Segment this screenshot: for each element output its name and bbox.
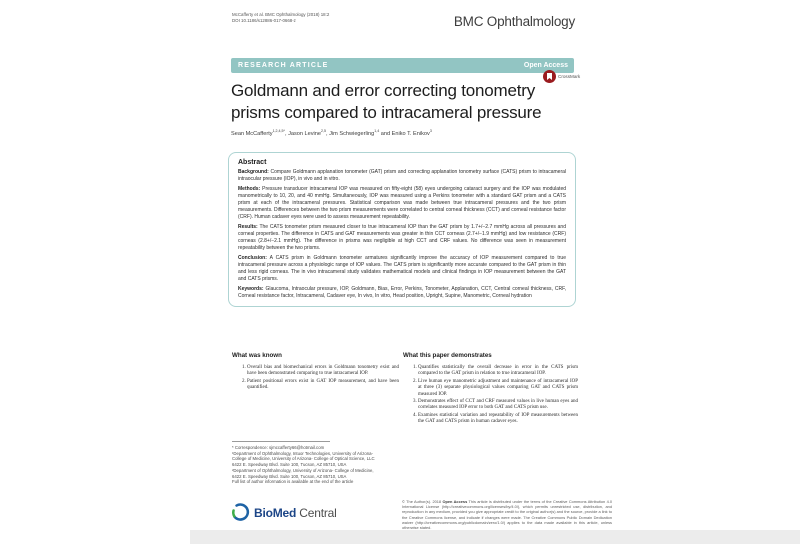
known-heading: What was known (232, 352, 282, 359)
license-text: © The Author(s). 2018 Open Access This article is distributed under the terms of the Creative Commons Attribution 4.0 International License (http://creativecommons.org/licenses/by/4.0/), which permits unrestricted use, distribution, and reproduction in any medium, provided you give appropriate credit to the original author(s) and the source, provide a link to the Creative Commons license, and indicate if changes were made. The Creative Commons Public Domain Dedication waiver (http://creativecommons.org/publicdomain/zero/1.0/) applies to the data made available in this article, unless otherwise stated. (402, 499, 612, 531)
crossmark-label: CrossMark (558, 74, 581, 79)
demonstrates-list (405, 365, 578, 427)
known-list (234, 365, 399, 393)
biomed-swoosh-icon (231, 503, 250, 522)
demonstrates-item: 2. Live human eye manometric adjustment and maintenance of intracameral IOP at three (3) separate physiological values comparing GAT and CATS prism measured IOP. (418, 379, 578, 398)
affiliation-line: 6422 E. Speedway Blvd. Suite 100, Tucson, AZ 85710, USA (232, 473, 347, 479)
journal-name: BMC Ophthalmology (453, 14, 575, 29)
abstract-box (228, 152, 576, 307)
page-title: Goldmann and error correcting tonometry prisms compared to intracameral pressure (231, 81, 542, 122)
citation-line1: McCafferty et al. BMC Ophthalmology (2018) 18:2 (232, 12, 330, 17)
author: Jim Schwiegerling (329, 130, 375, 137)
author: Eniko T. Enikov (391, 130, 430, 137)
correspondence-email-link[interactable]: * Correspondence: sjmccafferty66@hotmail.com (232, 445, 325, 450)
demonstrates-item: 4. Examines statistical variation and repeatability of IOP measurements between the GAT and CATS prism in human cadaver eyes. (418, 413, 578, 426)
biomed-central-logo (231, 503, 337, 522)
affiliation-line: Full list of author information is available at the end of the article (232, 479, 354, 485)
citation-block (232, 12, 329, 24)
article-type-label: RESEARCH ARTICLE (238, 62, 329, 69)
demonstrates-item: 3. Demonstrates effect of CCT and CRF measured values in live human eyes and correlates measured IOP error to both GAT and CATS prism use. (418, 399, 578, 412)
demonstrates-item: 1. Quantifies statistically the overall decrease in error in the CATS prism compared to the GAT prism in relation to true intracameral IOP. (418, 365, 578, 378)
open-access-badge: Open Access (523, 62, 568, 69)
known-item: 1. Overall bias and biomechanical errors in Goldmann tonometry exist and have been demonstrated comparing to true intracameral IOP. (247, 365, 399, 378)
author-list: Sean McCafferty$^{1,2,4,5*}$, Jason Levine$^{2,5}$, Jim Schwiegerling$^{1,4}$ and Eniko T. Enikov$^3$ (231, 129, 432, 137)
author: Sean McCafferty (231, 130, 273, 137)
affiliation-line: College of Medicine, University of Arizona- College of Optical Science, LLC (232, 456, 375, 462)
abstract-conclusion: Conclusion: A CATS prism in Goldmann tonometer armatures significantly improve the accuracy of IOP measurement compared to true intracameral pressure across a physiologic range of IOP values. The CATS prism is significantly more accurate compared to the GAT prism in thin and less rigid corneas. The in vivo intracameral study validates mathematical models and clinical findings in IOP measurement between the GAT and CATS prisms. (238, 255, 566, 282)
article-type-banner (231, 58, 574, 73)
page-bottom-background (190, 530, 800, 544)
footnote-divider (232, 441, 330, 442)
affiliation-line: ¹Department of Ophthalmology, Intuor Technologies, University of Arizona- (232, 450, 373, 456)
demonstrates-heading: What this paper demonstrates (403, 352, 492, 359)
author-affil-sup: 1,4 (374, 129, 380, 133)
known-item: 2. Patient positional errors exist in GAT IOP measurement, and have been quantified. (247, 379, 399, 392)
abstract-results: Results: The CATS tonometer prism measured closer to true intracameral IOP than the GAT prism by 1.7+/−2.7 mmHg across all pressures and corneal properties. The difference in CATS and GAT measurements was greater in thin CCT corneas (2.7+/−1.9 mmHg) and low resistance (CRF) corneas (2.8+/−2.1 mmHg). The difference in prisms was negligible at high CCT and CRF values. No difference was seen in measurement repeatability between the two prisms. (238, 224, 566, 251)
author-affil-sup: 1,2,4,5* (272, 129, 285, 133)
abstract-keywords: Keywords: Glaucoma, Intraocular pressure, IOP, Goldmann, Bias, Error, Perkins, Tonometer, Applanation, CCT, Central corneal thickness, CRF, Corneal resistance factor, Intracameral, Cadaver eye, In vivo, In vitro, Head position, Upright, Supine, Manometric, Corneal hydration (238, 286, 567, 299)
footnote-block (232, 445, 407, 485)
author-affil-sup: 2,5 (321, 129, 327, 133)
abstract-methods: Methods: Pressure transducer intracameral IOP was measured on fifty-eight (58) eyes undergoing cataract surgery and the IOP was modulated manometrically to 10, 20, and 40 mmHg. Simultaneously, IOP was measured using a Perkins tonometer with a standard GAT prism and a CATS prism at each of the intracameral pressures. Statistical comparison was made between true intracameral pressures and the two prism measurements. Differences between the two prism measurements were correlated to central corneal thickness (CCT) and corneal resistance factor (CRF). Human cadaver eyes were used to assess measurement repeatability. (238, 186, 567, 220)
citation-doi: DOI 10.1186/s12886-017-0668-z (232, 18, 296, 23)
affiliation-line: ²Department of Ophthalmology, University of Arizona- College of Medicine, (232, 467, 374, 473)
logo-biomed-text: BioMed (254, 505, 297, 520)
logo-central-text: Central (299, 505, 337, 520)
crossmark-badge[interactable] (543, 70, 580, 83)
author-affil-sup: 3 (429, 129, 432, 133)
author: Jason Levine (288, 130, 322, 137)
abstract-background: Background: Compare Goldmann applanation tonometer (GAT) prism and correcting applanation tonometry surface (CATS) prism to intracameral intraocular pressure (IOP), in vivo and in vitro. (238, 169, 567, 182)
affiliation-line: 6422 E. Speedway Blvd. Suite 100, Tucson, AZ 85710, USA (232, 462, 347, 468)
crossmark-icon (543, 70, 556, 83)
abstract-heading: Abstract (238, 159, 267, 166)
license-open-access: Open Access (442, 499, 468, 504)
